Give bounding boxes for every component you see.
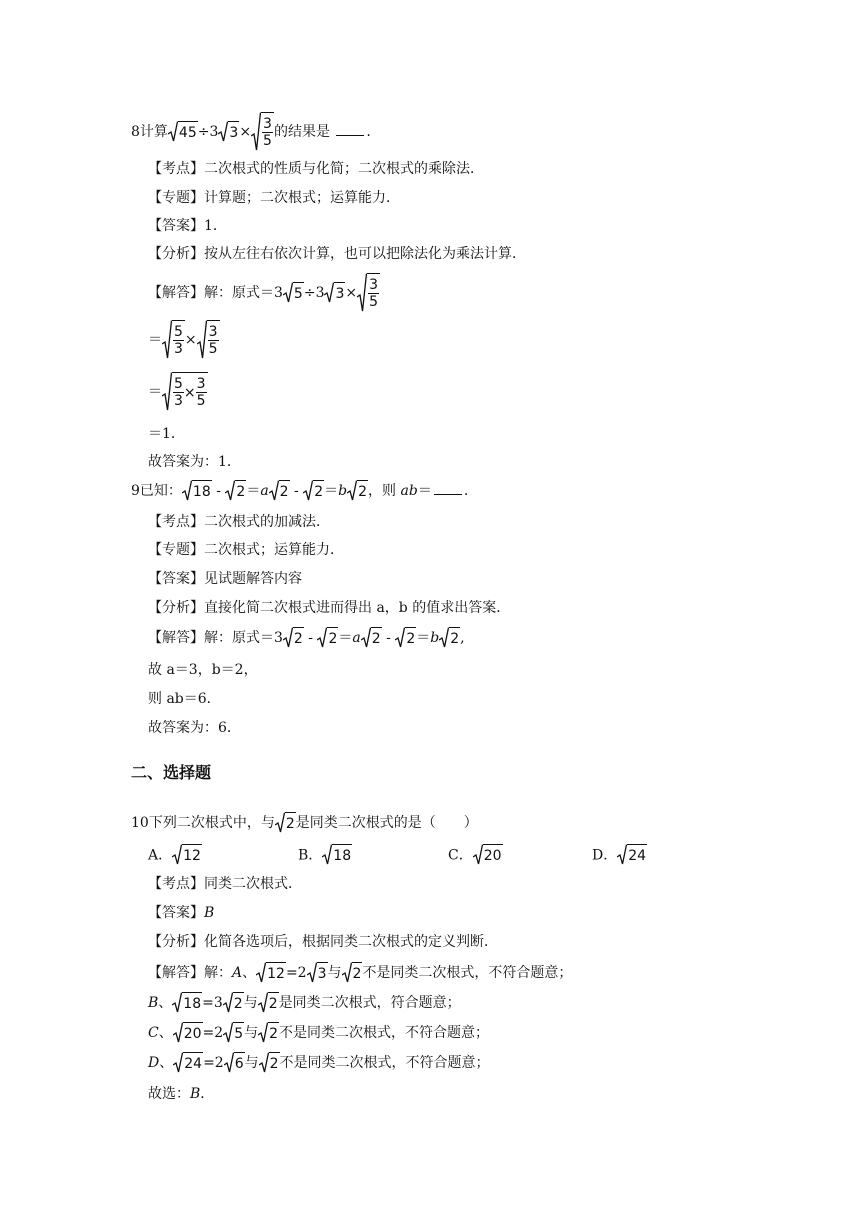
radical-sign-icon xyxy=(259,1052,269,1074)
sqrt-2: 2 xyxy=(361,627,382,649)
radical-sign-icon xyxy=(173,1052,183,1074)
radical-sign-icon xyxy=(162,320,172,360)
radical-sign-icon xyxy=(197,320,207,360)
q9-s2: 则 ab＝6． xyxy=(148,691,221,707)
radical-sign-icon xyxy=(342,962,352,984)
option-a: A． 12 xyxy=(148,844,202,867)
radical-sign-icon xyxy=(269,480,279,502)
sqrt-20: 20 xyxy=(173,1022,203,1044)
radical-sign-icon xyxy=(173,1022,183,1044)
q8-final: 故答案为：1． xyxy=(148,454,241,470)
radical-sign-icon xyxy=(162,372,172,412)
answer-blank xyxy=(434,480,462,495)
q9-stem: 9已知： 18 - 2 ＝a 2 - 2 ＝b 2 ，则 ab＝ . xyxy=(131,480,468,502)
radical-sign-icon xyxy=(218,121,228,143)
sqrt-3: 3 xyxy=(324,282,345,304)
section-title: 二、选择题 xyxy=(131,763,212,782)
option-b: B． 18 xyxy=(298,844,352,867)
sqrt-20: 20 xyxy=(473,844,503,867)
radical-sign-icon xyxy=(357,273,367,313)
sqrt-2: 2 xyxy=(342,962,363,984)
radical-sign-icon xyxy=(224,1052,234,1074)
radical-sign-icon xyxy=(225,480,235,502)
sqrt-3: 3 xyxy=(218,121,239,143)
sqrt-frac-3-5: $\frac{3}{5}$ xyxy=(251,112,274,152)
sqrt-product: $\frac{5}{3}$ × $\frac{3}{5}$ xyxy=(162,372,208,412)
radical-sign-icon xyxy=(307,962,317,984)
radical-sign-icon xyxy=(275,812,285,834)
q8-step2: ＝ $\frac{5}{3}$ × $\frac{3}{5}$ xyxy=(148,372,208,412)
radical-sign-icon xyxy=(258,1022,268,1044)
sqrt-2: 2 xyxy=(275,812,296,834)
q10-jieda-b: B、 18 =3 2 与 2 是同类二次根式，符合题意； xyxy=(148,992,461,1014)
sqrt-2: 2 xyxy=(258,992,279,1014)
q9-zhuanti: 【专题】二次根式；运算能力． xyxy=(148,542,344,558)
q10-number: 10 xyxy=(131,815,149,831)
sqrt-24: 24 xyxy=(617,844,647,867)
q9-kaodian: 【考点】二次根式的加减法． xyxy=(148,514,330,530)
radical-sign-icon xyxy=(283,282,293,304)
sqrt-45: 45 xyxy=(168,121,198,143)
sqrt-2: 2 xyxy=(303,480,324,502)
q8-zhuanti: 【专题】计算题；二次根式；运算能力． xyxy=(148,190,400,206)
q8-suffix: 的结果是 xyxy=(273,124,330,140)
option-c: C． 20 xyxy=(448,844,503,867)
radical-sign-icon xyxy=(251,112,261,152)
sqrt-2: 2 xyxy=(439,627,460,649)
q9-final: 故答案为：6． xyxy=(148,720,241,736)
q8-jieda: 【解答】解：原式＝3 5 ÷3 3 × $\frac{3}{5}$ xyxy=(148,273,380,313)
radical-sign-icon xyxy=(256,962,266,984)
sqrt-2: 2 xyxy=(347,480,368,502)
radical-sign-icon xyxy=(168,121,178,143)
radical-sign-icon xyxy=(324,282,334,304)
radical-sign-icon xyxy=(317,627,327,649)
radical-sign-icon xyxy=(361,627,371,649)
q9-daan: 【答案】见试题解答内容 xyxy=(148,571,302,587)
radical-sign-icon xyxy=(182,480,192,502)
sqrt-5: 5 xyxy=(223,1022,244,1044)
sqrt-frac-5-3: $\frac{5}{3}$ xyxy=(162,320,185,360)
radical-sign-icon xyxy=(617,844,627,866)
sqrt-18: 18 xyxy=(322,844,352,867)
sqrt-2: 2 xyxy=(269,480,290,502)
radical-sign-icon xyxy=(172,992,182,1014)
radical-sign-icon xyxy=(303,480,313,502)
radical-sign-icon xyxy=(322,844,332,866)
q8-step1: ＝ $\frac{5}{3}$ × $\frac{3}{5}$ xyxy=(148,320,220,360)
sqrt-18: 18 xyxy=(182,480,212,502)
sqrt-2: 2 xyxy=(283,627,304,649)
q10-kaodian: 【考点】同类二次根式． xyxy=(148,876,302,892)
q8-step3: ＝1． xyxy=(148,426,185,442)
q8-kaodian: 【考点】二次根式的性质与化简；二次根式的乘除法． xyxy=(148,161,484,177)
q10-final: 故选：B． xyxy=(148,1086,215,1102)
q8-prefix: 计算 xyxy=(139,124,168,140)
q8-number: 8 xyxy=(131,124,140,140)
radical-sign-icon xyxy=(223,1022,233,1044)
q9-fenxi: 【分析】直接化简二次根式进而得出 a，b 的值求出答案． xyxy=(148,600,511,616)
sqrt-5: 5 xyxy=(283,282,304,304)
sqrt-12: 12 xyxy=(172,844,202,867)
radical-sign-icon xyxy=(347,480,357,502)
option-d: D． 24 xyxy=(592,844,647,867)
answer-blank xyxy=(336,121,364,136)
sqrt-3: 3 xyxy=(307,962,328,984)
radical-sign-icon xyxy=(439,627,449,649)
q8-stem: 8计算 45 ÷3 3 × $\frac{3}{5}$ 的结果是 . xyxy=(131,112,371,152)
q10-jieda-d: D、 24 =2 6 与 2 不是同类二次根式，不符合题意； xyxy=(148,1052,490,1074)
sqrt-24: 24 xyxy=(173,1052,203,1074)
sqrt-6: 6 xyxy=(224,1052,245,1074)
q8-times: × xyxy=(239,124,252,140)
sqrt-2: 2 xyxy=(223,992,244,1014)
q10-stem: 10下列二次根式中，与 2 是同类二次根式的是（ ） xyxy=(131,812,478,834)
q10-daan: 【答案】B xyxy=(148,905,215,921)
q10-jieda-a: 【解答】解：A、 12 =2 3 与 2 不是同类二次根式，不符合题意； xyxy=(148,962,572,984)
radical-sign-icon xyxy=(258,992,268,1014)
sqrt-frac-3-5: $\frac{3}{5}$ xyxy=(357,273,380,313)
q9-number: 9 xyxy=(131,483,140,499)
sqrt-2: 2 xyxy=(317,627,338,649)
q8-divide: ÷3 xyxy=(197,124,219,140)
radical-sign-icon xyxy=(283,627,293,649)
radical-sign-icon xyxy=(473,844,483,866)
sqrt-2: 2 xyxy=(259,1052,280,1074)
sqrt-2: 2 xyxy=(258,1022,279,1044)
radical-sign-icon xyxy=(395,627,405,649)
q10-jieda-c: C、 20 =2 5 与 2 不是同类二次根式，不符合题意； xyxy=(148,1022,489,1044)
q10-fenxi: 【分析】化简各选项后，根据同类二次根式的定义判断． xyxy=(148,934,498,950)
radical-sign-icon xyxy=(172,844,182,866)
sqrt-18: 18 xyxy=(172,992,202,1014)
q9-s1: 故 a＝3，b＝2， xyxy=(148,662,258,678)
q8-daan: 【答案】1． xyxy=(148,218,227,234)
q9-jieda: 【解答】解：原式＝3 2 - 2 ＝a 2 - 2 ＝b 2 , xyxy=(148,627,465,649)
sqrt-frac-3-5: $\frac{3}{5}$ xyxy=(197,320,220,360)
sqrt-2: 2 xyxy=(225,480,246,502)
radical-sign-icon xyxy=(223,992,233,1014)
q8-fenxi: 【分析】按从左往右依次计算，也可以把除法化为乘法计算． xyxy=(148,246,526,262)
sqrt-2: 2 xyxy=(395,627,416,649)
sqrt-12: 12 xyxy=(256,962,286,984)
